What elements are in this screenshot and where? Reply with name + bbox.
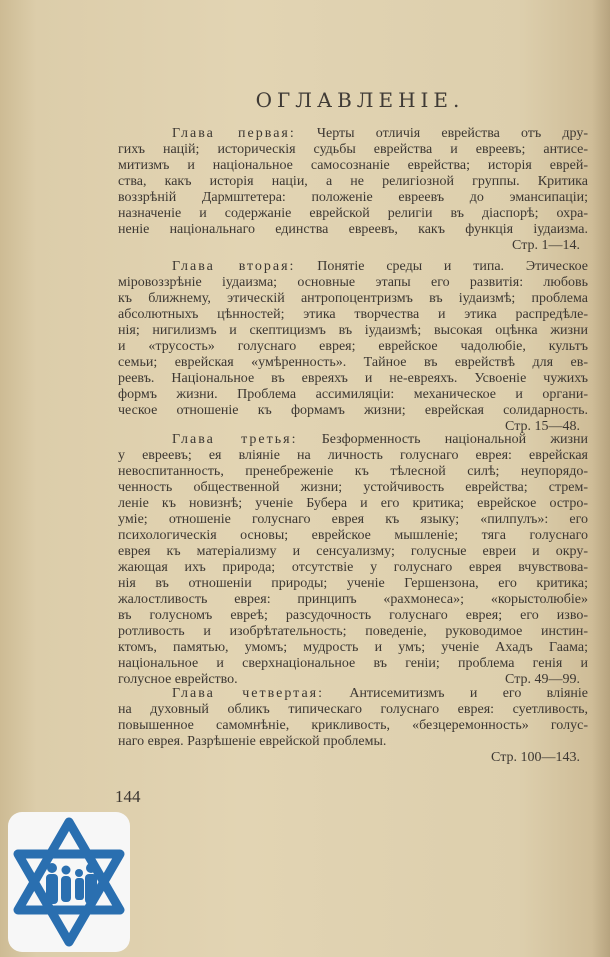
page-title: ОГЛАВЛЕНIЕ. [255,88,465,112]
toc-line: умiе; отношенiе голуснаго еврея къ языку; «пилпулъ»: его [118,512,588,527]
page-range: Стр. 49—99. [505,672,580,687]
toc-line: къ ближнему, этическiй антропоцентризмъ въ iудаизмѣ; проблема [118,291,588,306]
page-range: Стр. 15—48. [505,419,580,434]
toc-line: голусное еврейство. [118,672,238,687]
toc-line: абсолютныхъ цѣнностей; этика творчества и этика распредѣле- [118,307,588,322]
page-edge-shadow [592,0,610,957]
chapter-label: Глава четвертая: [172,686,324,701]
toc-line: нацiональное и сверхнацiональное въ генiи; проблема генiя и [118,656,588,671]
toc-line: нiя въ отношенiи природы; ученiе Гершензона, его критика; [118,576,588,591]
chapter-label: Глава третья: [172,432,298,447]
toc-line: на духовный обликъ типическаго голуснаго еврея: суетливость, [118,702,588,717]
toc-line: ченность общественной жизни; устойчивость еврейства; стрем- [118,480,588,495]
page-number: 144 [115,787,141,806]
toc-line: ненiе нацiональнаго единства евреевъ, какъ функцiя iудаизма. [118,222,588,237]
toc-line: ротливость и изобрѣтательность; поведенiе, руководимое инстин- [118,624,588,639]
toc-chapter-2 [118,259,588,435]
toc-line: гихъ нацiй; историческiя судьбы еврейства и евреевъ; антисе- [118,142,588,157]
toc-chapter-4 [118,686,588,766]
toc-line: ческое отношенiе къ формамъ жизни; еврейская солидарность. [118,403,588,418]
toc-line: еврея къ матерiализму и сенсуализму; голусные евреи и окру- [118,544,588,559]
toc-line: у евреевъ; ея влiянiе на личность голуснаго еврея: еврейская [118,448,588,463]
chapter-label: Глава вторая: [172,259,296,274]
toc-line: нiя; нигилизмъ и скептицизмъ въ iудаизмѣ; высокая оцѣнка жизни [118,323,588,338]
toc-line: психологическiя основы; еврейское мышленiе; тяга голуснаго [118,528,588,543]
toc-line: въ голусномъ евреѣ; разсудочность голуснаго еврея; его изво- [118,608,588,623]
toc-line: Глава третья: Безформенность нацiональной жизни [172,432,589,447]
toc-line: наго еврея. Разрѣшенiе еврейской проблемы. [118,734,387,749]
chapter-label: Глава первая: [172,126,296,141]
toc-line: семьи; еврейская «умѣренность». Тайное въ еврействѣ для ев- [118,355,588,370]
toc-line: Глава четвертая: Антисемитизмъ и его влiянiе [172,686,588,701]
toc-line: реевъ. Нацiональное въ евреяхъ и не-евреяхъ. Усвоенiе чужихъ [118,371,588,386]
toc-line: повышенное самомнѣнiе, крикливость, «безцеремонность» голус- [118,718,588,733]
star-of-david-family-icon [8,812,130,952]
watermark-logo [8,812,130,952]
toc-line: назначенiе и содержанiе еврейской религiи въ дiаспорѣ; охра- [118,206,588,221]
toc-line: формъ жизни. Проблема ассимиляцiи: механическое и органи- [118,387,588,402]
toc-line: жалостливость еврея: принципъ «рахмонеса»; «корыстолюбiе» [118,592,588,607]
toc-line: ленiе къ новизнѣ; ученiе Бубера и его критика; еврейское остро- [118,496,588,511]
toc-line: митизмъ и нацiональное самосознанiе еврейства; исторiя еврей- [118,158,588,173]
page-range: Стр. 100—143. [491,750,580,765]
toc-line: и «трусость» голуснаго еврея; еврейское чадолюбiе, культъ [118,339,588,354]
toc-line: ктомъ, памятью, умомъ; мудрость и умъ; ученiе Ахадъ Гаама; [118,640,588,655]
toc-line: Глава вторая: Понятiе среды и типа. Этическое [172,259,588,274]
toc-line: Глава первая: Черты отличiя еврейства отъ дру- [172,126,588,141]
toc-chapter-1 [118,126,588,254]
page-range: Стр. 1—14. [512,238,580,253]
toc-line: невоспитанность, пренебреженiе къ тѣлесной силѣ; неупорядо- [118,464,588,479]
toc-line: жающая ихъ природа; отсутствiе у голуснаго еврея вчувствова- [118,560,588,575]
toc-chapter-3 [118,432,588,688]
toc-line: ства, какъ исторiя нацiи, а не религiозной группы. Критика [118,174,588,189]
toc-line: мiровоззрѣнiе iудаизма; основные этапы его развитiя: любовь [118,275,588,290]
toc-line: воззрѣнiй Дармштетера: положенiе евреевъ до эмансипацiи; [118,190,588,205]
